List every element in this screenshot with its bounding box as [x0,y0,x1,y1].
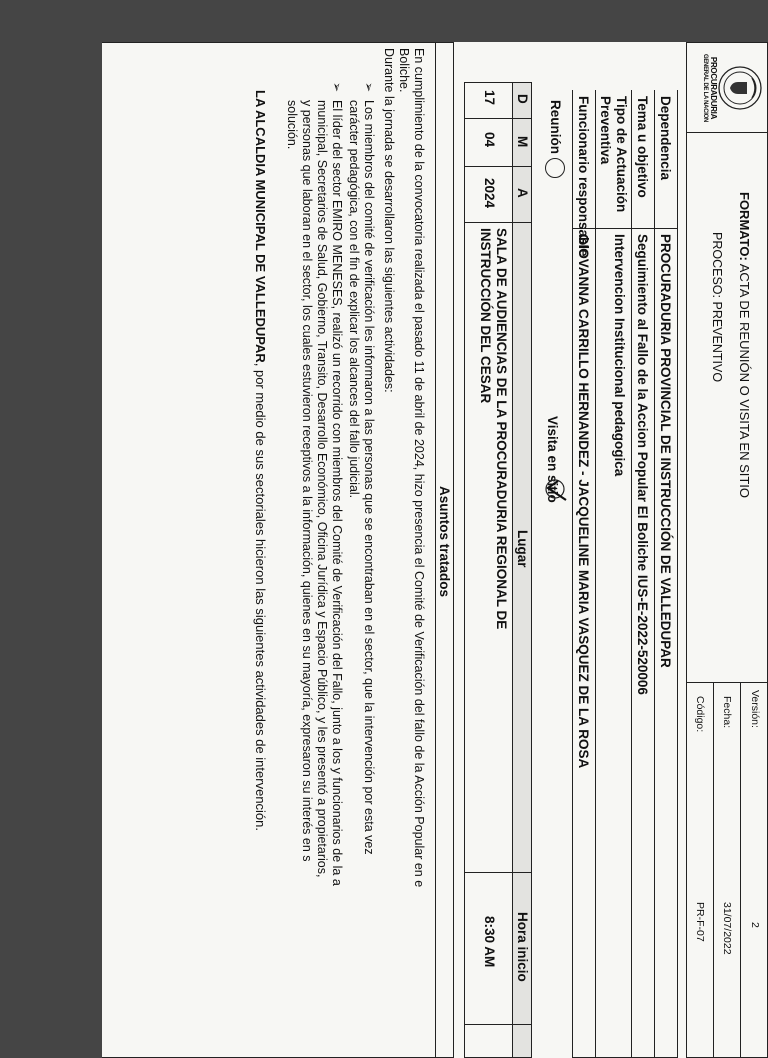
paragraph-1-line-1: En cumplimiento de la convocatoria realizada el pasado 11 de abril de 2024, hizo presencia el Comité de Verificación del fallo de la Acción Popular en e [412,48,426,888]
format-title [737,192,752,498]
asuntos-divider [435,42,436,1058]
logo-line-1: PROCURADURIA [709,56,718,120]
proceso-label: PROCESO: [710,232,724,298]
d-label: D [515,94,530,104]
col-divider [464,222,532,223]
asuntos-title: Asuntos tratados [437,486,452,598]
reunion-label: Reunión [548,100,563,154]
funcionario-value: GIOVANNA CARRILLO HERNANDEZ - JACQUELINE MARIA VASQUEZ DE LA ROSA [576,234,591,769]
col-divider [464,872,532,873]
lugar-label: Lugar [515,530,530,568]
proceso-value: PREVENTIVO [710,301,724,383]
bullet-2-line-2: municipal, Secretarios de Salud, Gobierno, Transito, Desarrollo Económico, Oficina Jurídica y Espacio Público, y les presentó a propietarios, [315,100,329,878]
bullet-2-line-3: y personas que laboran en el sector, los cuales estuvieron receptivos a la información, quienes en su mayoría, expresaron su interés en s [300,100,314,862]
bullet-2-icon: ➢ [330,82,344,93]
info-row-line [595,90,596,1058]
fecha-value: 31/07/2022 [721,902,733,955]
tipo-label-2: Preventiva [598,96,613,165]
m-label: M [515,136,530,148]
procuraduria-logo [688,46,766,130]
logo-divider [686,132,768,133]
shield-emblem-icon [716,46,766,130]
codigo-label: Código: [694,696,706,733]
tipo-value: Intervencion Institucional pedagogica [612,234,627,477]
dependencia-value: PROCURADURIA PROVINCIAL DE INSTRUCCIÓN DE VALLEDUPAR [658,234,673,668]
paragraph-3 [253,90,268,1058]
lugar-line-2: INSTRUCCIÓN DEL CESAR [478,228,493,404]
hora-label: Hora inicio [515,912,530,982]
fecha-label: Fecha: [721,696,733,729]
codigo-value: PR-F-07 [694,902,706,942]
date-header-line [512,82,513,1058]
paragraph-3-bold: LA ALCALDIA MUNICIPAL DE VALLEDUPAR [253,90,268,363]
bullet-1-line-2: carácter pedagógica, con el fin de explicar los alcances del fallo judicial. [347,100,361,499]
visita-checkmark[interactable] [540,474,570,504]
paragraph-2: Durante la jornada se desarrollaron las siguientes actividades: [382,48,396,393]
version-label: Versión: [749,690,761,728]
col-divider [464,118,532,119]
formato-value: ACTA DE REUNIÓN O VISITA EN SITIO [737,263,752,499]
lugar-line-1: SALA DE AUDIENCIAS DE LA PROCURADURIA REGIONAL DE [494,228,509,630]
date-header-bg [513,83,531,1057]
bullet-2-line-1: El líder del sector EMIRO MENESES, realizó un recorrido con miembros del Comité de Verificación del Fallo, junto a los y funcionarios de la a [330,100,344,886]
m-value: 04 [482,132,497,148]
process-title [710,232,724,382]
col-divider [464,166,532,167]
a-value: 2024 [482,178,497,209]
tema-value: Seguimiento al Fallo de la Accion Popular El Boliche IUS-E-2022-520006 [635,234,650,695]
paragraph-3-rest: , por medio de sus sectoriales hicieron las siguientes actividades de intervención. [253,362,268,832]
meta-divider [686,682,768,683]
info-row-line [654,90,655,1058]
meta-row-line-2 [713,682,714,1058]
tema-label: Tema u objetivo [635,96,650,198]
bullet-1-line-1: Los miembros del comité de verificación les informaron a las personas que se encontraban en el sector, que la intervención por esta vez [362,100,376,855]
formato-label: FORMATO: [737,192,752,261]
reunion-radio[interactable] [545,158,565,178]
hora-value: 8:30 AM [482,916,497,968]
col-divider [464,1024,532,1025]
a-label: A [515,188,530,198]
funcionario-label: Funcionario responsable [576,96,591,257]
visita-label: Visita en sitio [545,416,560,503]
document-page [102,42,768,1058]
bullet-2-line-4: solución. [285,100,299,150]
logo-line-2: GENERAL DE LA NACION [702,53,708,122]
dependencia-label: Dependencia [658,96,673,181]
checkmark-icon [540,474,570,504]
d-value: 17 [482,90,497,106]
bullet-1-icon: ➢ [362,82,376,93]
info-row-line [631,90,632,1058]
version-value: 2 [749,922,761,928]
meta-row-line-1 [740,682,741,1058]
paragraph-1-line-2: Boliche. [397,48,411,93]
tipo-label-1: Tipo de Actuación [614,96,629,213]
